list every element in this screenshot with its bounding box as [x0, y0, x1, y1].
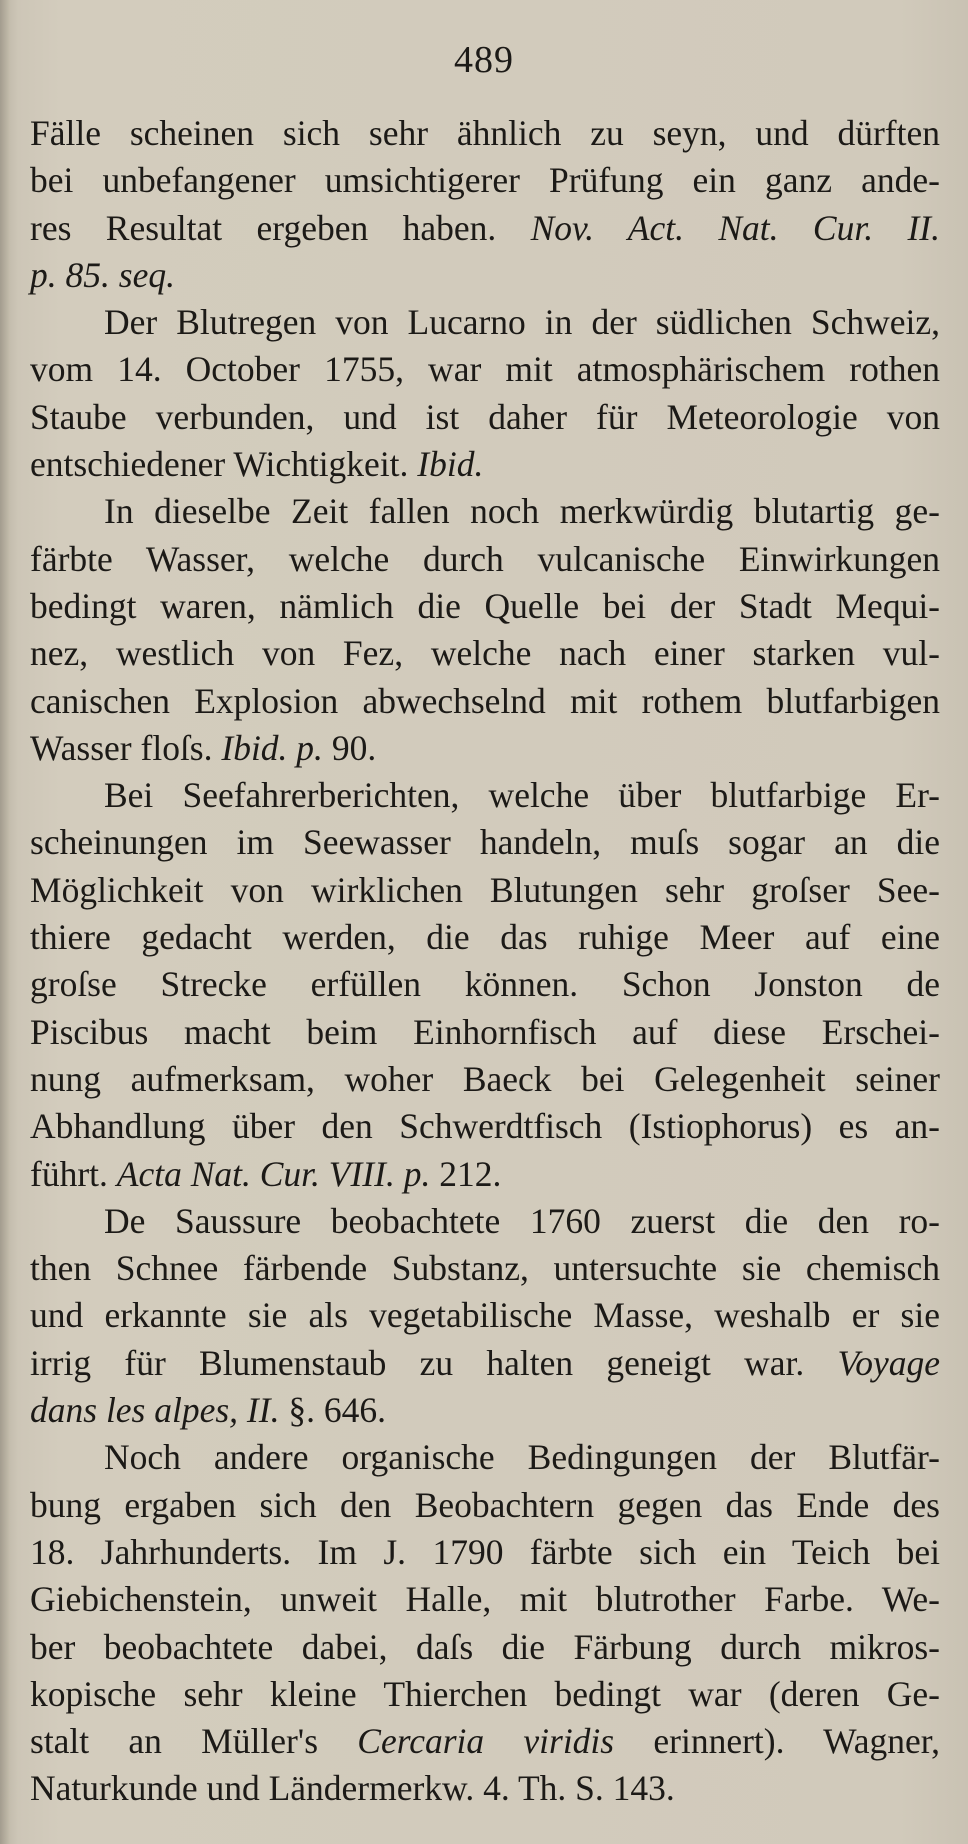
- text-line-main: 18. Jahrhunderts. Im J. 1790 färbte sich ein Teich bei: [30, 1531, 940, 1572]
- text-line: [30, 346, 940, 393]
- text-line: [30, 205, 940, 252]
- text-line-main: färbte Wasser, welche durch vulcanische Einwirkungen: [30, 538, 940, 579]
- text-line-main: scheinungen im Seewasser handeln, muſs sogar an die: [30, 822, 940, 863]
- text-line: [30, 583, 940, 630]
- text-line: [30, 1434, 940, 1481]
- text-line: [30, 394, 940, 441]
- text-line: [30, 1529, 940, 1576]
- text-line: [30, 1056, 940, 1103]
- text-line-citation: p. 85. seq.: [30, 254, 175, 295]
- text-line: [30, 488, 940, 535]
- text-line: [30, 1009, 940, 1056]
- text-line-tail: §. 646.: [279, 1390, 386, 1431]
- text-line-main: kopische sehr kleine Thierchen bedingt war (deren Ge-: [30, 1673, 940, 1714]
- text-line-main: Staube verbunden, und ist daher für Meteorologie von: [30, 396, 940, 437]
- text-line-citation: Ibid.: [417, 444, 484, 485]
- text-line-citation: Acta Nat. Cur. VIII. p.: [116, 1153, 431, 1194]
- text-line-main: Fälle scheinen sich sehr ähnlich zu seyn, und dürften: [30, 113, 940, 153]
- text-line-main: vom 14. October 1755, war mit atmosphärischem rothen: [30, 349, 940, 390]
- text-line-main: Piscibus macht beim Einhornfisch auf diese Erschei-: [30, 1011, 940, 1052]
- text-line: [30, 1387, 940, 1434]
- text-line-main: In dieselbe Zeit fallen noch merkwürdig blutartig ge-: [104, 491, 940, 532]
- text-line-main: groſse Strecke erfüllen können. Schon Jonston de: [30, 964, 940, 1005]
- text-line: [30, 1103, 940, 1150]
- text-line-tail: erinnert). Wagner,: [614, 1721, 941, 1762]
- text-line-main: und erkannte sie als vegetabilische Masse, weshalb er sie: [30, 1295, 940, 1336]
- text-line: [30, 536, 940, 583]
- text-line-main: bei unbefangener umsichtigerer Prüfung ein ganz ande-: [30, 160, 940, 201]
- text-line-main: Möglichkeit von wirklichen Blutungen sehr groſser See-: [30, 869, 940, 910]
- text-line: [30, 819, 940, 866]
- text-line: [30, 1671, 940, 1718]
- text-line: [30, 961, 940, 1008]
- text-line-main: ber beobachtete dabei, daſs die Färbung durch mikros-: [30, 1626, 940, 1667]
- text-line-main: Giebichenstein, unweit Halle, mit blutrother Farbe. We-: [30, 1579, 940, 1620]
- text-line: [30, 1482, 940, 1529]
- text-line-main: bedingt waren, nämlich die Quelle bei der Stadt Mequi-: [30, 585, 940, 626]
- text-line-main: Abhandlung über den Schwerdtfisch (Istiophorus) es an-: [30, 1106, 940, 1147]
- text-line-main: De Saussure beobachtete 1760 zuerst die den ro-: [104, 1200, 940, 1241]
- text-line: [30, 914, 940, 961]
- text-line: [30, 1718, 940, 1765]
- text-line: [30, 1198, 940, 1245]
- text-line-tail: 212.: [430, 1153, 502, 1194]
- text-line-citation: Voyage: [837, 1342, 940, 1383]
- text-line-main: Noch andere organische Bedingungen der Blutfär-: [104, 1437, 940, 1478]
- text-line: [30, 772, 940, 819]
- text-line: [30, 1151, 940, 1198]
- page-gutter-shadow: [0, 0, 10, 1844]
- text-line: [30, 867, 940, 914]
- text-line: [30, 630, 940, 677]
- text-line-main: Wasser floſs.: [30, 727, 222, 768]
- text-line: [30, 252, 940, 299]
- text-line-citation: Ibid. p.: [221, 727, 323, 768]
- text-line-main: nez, westlich von Fez, welche nach einer starken vul-: [30, 633, 940, 674]
- text-line: [30, 725, 940, 772]
- text-line-main: Naturkunde und Ländermerkw. 4. Th. S. 143.: [30, 1768, 675, 1809]
- text-line: [30, 1624, 940, 1671]
- text-line-tail: 90.: [322, 727, 377, 768]
- text-line: [30, 1245, 940, 1292]
- text-line: [30, 1292, 940, 1339]
- text-line-main: res Resultat ergeben haben.: [30, 207, 531, 248]
- text-line-citation: dans les alpes, II.: [30, 1390, 280, 1431]
- page-number: 489: [454, 39, 514, 81]
- body-text: [30, 110, 940, 1813]
- text-line-main: nung aufmerksam, woher Baeck bei Gelegenheit seiner: [30, 1058, 940, 1099]
- text-line: [30, 299, 940, 346]
- text-line-main: Bei Seefahrerberichten, welche über blutfarbige Er-: [104, 775, 940, 816]
- text-line: [30, 157, 940, 204]
- text-line-main: bung ergaben sich den Beobachtern gegen das Ende des: [30, 1484, 940, 1525]
- text-line-main: führt.: [30, 1153, 117, 1194]
- text-line: [30, 1576, 940, 1623]
- text-line-main: irrig für Blumenstaub zu halten geneigt war.: [30, 1342, 838, 1383]
- text-line: [30, 1765, 940, 1812]
- text-line-main: then Schnee färbende Substanz, untersuchte sie chemisch: [30, 1248, 940, 1289]
- text-line: [30, 110, 940, 157]
- text-line-main: entschiedener Wichtigkeit.: [30, 444, 418, 485]
- text-line-citation: Nov. Act. Nat. Cur. II.: [530, 207, 940, 248]
- text-line: [30, 441, 940, 488]
- text-line-main: canischen Explosion abwechselnd mit rothem blutfarbigen: [30, 680, 940, 721]
- text-line-main: stalt an Müller's: [30, 1721, 358, 1762]
- text-line: [30, 678, 940, 725]
- text-line: [30, 1340, 940, 1387]
- text-line-main: thiere gedacht werden, die das ruhige Meer auf eine: [30, 917, 940, 958]
- text-line-citation: Cercaria viridis: [357, 1721, 615, 1762]
- text-line-main: Der Blutregen von Lucarno in der südlichen Schweiz,: [104, 302, 940, 343]
